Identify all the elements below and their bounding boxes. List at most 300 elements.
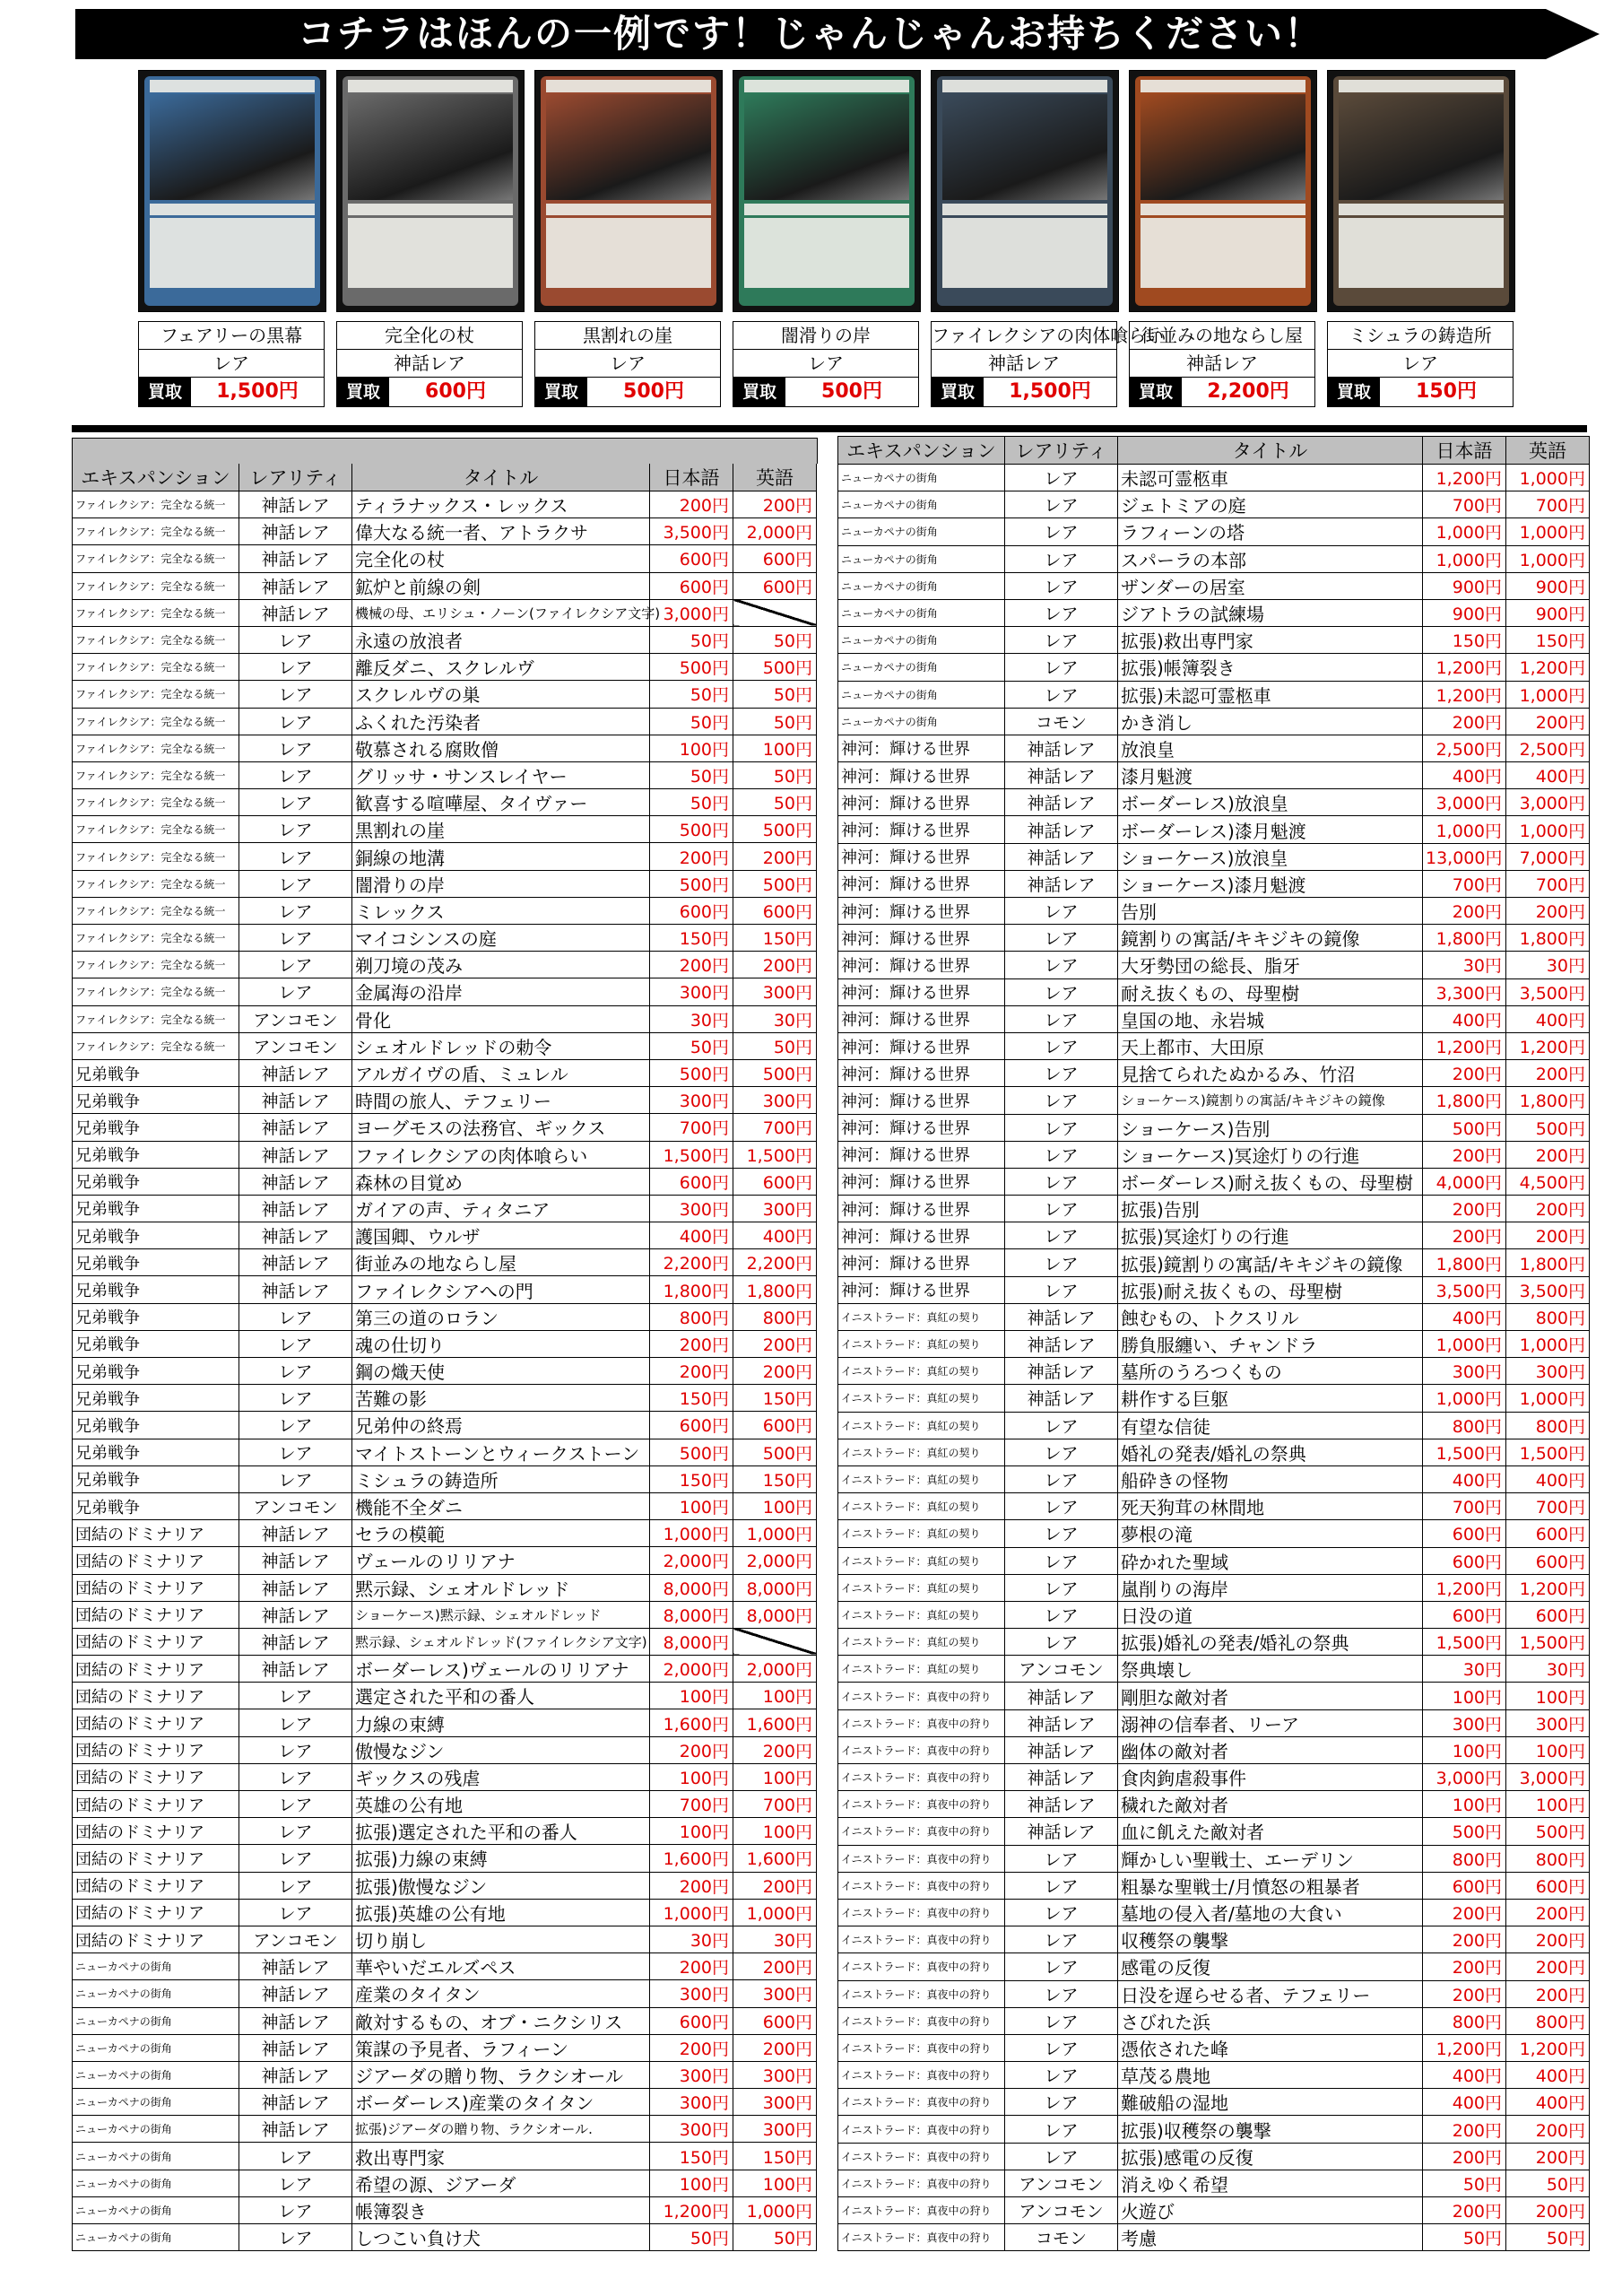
row-price-japanese: 1,600円 xyxy=(650,1709,733,1736)
row-price-japanese: 200円 xyxy=(1423,708,1506,735)
table-row xyxy=(73,952,817,978)
row-expansion: イニストラード：真夜中の狩り xyxy=(838,2170,1005,2196)
row-title: ファイレクシアへの門 xyxy=(352,1276,650,1303)
row-price-english: 200円 xyxy=(1506,898,1590,925)
card-title: 完全化の杖 xyxy=(336,321,523,350)
table-row xyxy=(838,1493,1590,1520)
row-expansion: イニストラード：真紅の契り xyxy=(838,1547,1005,1574)
table-header-row xyxy=(838,437,1590,465)
row-expansion: イニストラード：真紅の契り xyxy=(838,1574,1005,1601)
row-title: アルガイヴの盾、ミュレル xyxy=(352,1059,650,1086)
row-rarity: レア xyxy=(1005,1465,1118,1492)
table-row xyxy=(838,1412,1590,1439)
row-price-english: 700円 xyxy=(733,1791,817,1818)
row-expansion: 兄弟戦争 xyxy=(73,1303,239,1330)
card-price: 500円 xyxy=(821,380,882,403)
row-price-english: 3,000円 xyxy=(1506,1764,1590,1791)
row-expansion: 団結のドミナリア xyxy=(73,1574,239,1601)
row-price-japanese: 1,000円 xyxy=(1423,518,1506,545)
row-title: 輝かしい聖戦士、エーデリン xyxy=(1118,1845,1423,1872)
row-expansion: 団結のドミナリア xyxy=(73,1763,239,1790)
table-row xyxy=(838,708,1590,735)
row-expansion: 神河：輝ける世界 xyxy=(838,952,1005,978)
table-row xyxy=(73,518,817,545)
row-rarity: レア xyxy=(1005,1249,1118,1276)
row-price-english: 600円 xyxy=(1506,1520,1590,1547)
row-expansion: イニストラード：真紅の契り xyxy=(838,1385,1005,1412)
row-price-japanese: 3,000円 xyxy=(650,599,733,626)
row-price-japanese: 400円 xyxy=(1423,1465,1506,1492)
row-price-japanese: 30円 xyxy=(1423,1656,1506,1683)
row-price-english: 600円 xyxy=(733,897,817,924)
row-price-japanese: 300円 xyxy=(650,1087,733,1114)
row-title: 墓所のうろつくもの xyxy=(1118,1358,1423,1385)
row-title: 溺神の信奉者、リーア xyxy=(1118,1709,1423,1736)
row-rarity: レア xyxy=(1005,2062,1118,2089)
row-price-japanese: 100円 xyxy=(1423,1736,1506,1763)
row-title: セラの模範 xyxy=(352,1520,650,1547)
row-price-english: 2,000円 xyxy=(733,1547,817,1574)
row-expansion: イニストラード：真夜中の狩り xyxy=(838,1926,1005,1953)
row-price-english: 1,800円 xyxy=(1506,1249,1590,1276)
row-expansion: 神河：輝ける世界 xyxy=(838,925,1005,952)
row-title: 機械の母、エリシュ・ノーン(ファイレクシア文字) xyxy=(352,599,650,626)
row-expansion: 神河：輝ける世界 xyxy=(838,1276,1005,1303)
row-price-english: 200円 xyxy=(733,1736,817,1763)
row-price-english: 300円 xyxy=(733,2061,817,2088)
card-rarity: レア xyxy=(534,350,721,378)
row-expansion: 団結のドミナリア xyxy=(73,1601,239,1628)
row-title: 船砕きの怪物 xyxy=(1118,1465,1423,1492)
row-title: 救出専門家 xyxy=(352,2143,650,2170)
row-price-english: 2,500円 xyxy=(1506,735,1590,761)
row-expansion: ニューカペナの街角 xyxy=(73,2007,239,2034)
table-row xyxy=(838,1547,1590,1574)
row-expansion: イニストラード：真夜中の狩り xyxy=(838,1899,1005,1926)
row-expansion: 兄弟戦争 xyxy=(73,1168,239,1195)
table-row xyxy=(838,2062,1590,2089)
row-price-english: 500円 xyxy=(733,1059,817,1086)
row-title: ふくれた汚染者 xyxy=(352,708,650,735)
row-price-english: 2,000円 xyxy=(733,518,817,545)
row-expansion: イニストラード：真夜中の狩り xyxy=(838,2224,1005,2251)
row-title: 難破船の湿地 xyxy=(1118,2089,1423,2116)
row-price-english: 2,200円 xyxy=(733,1249,817,1276)
table-row xyxy=(73,761,817,788)
kaitori-label: 買取 xyxy=(337,378,389,406)
row-rarity: 神話レア xyxy=(1005,1358,1118,1385)
row-expansion: 神河：輝ける世界 xyxy=(838,898,1005,925)
row-title: 拡張)救出専門家 xyxy=(1118,627,1423,654)
row-expansion: イニストラード：真夜中の狩り xyxy=(838,1683,1005,1709)
header-english: 英語 xyxy=(1506,437,1590,465)
row-price-japanese: 2,200円 xyxy=(650,1249,733,1276)
row-price-english: 100円 xyxy=(733,1683,817,1709)
row-expansion: ファイレクシア：完全なる統一 xyxy=(73,1005,239,1032)
row-expansion: 神河：輝ける世界 xyxy=(838,1060,1005,1087)
row-price-english: 400円 xyxy=(1506,2089,1590,2116)
row-price-japanese: 800円 xyxy=(1423,1412,1506,1439)
row-expansion: ニューカペナの街角 xyxy=(73,2224,239,2251)
row-expansion: ニューカペナの街角 xyxy=(838,518,1005,545)
row-price-english: 300円 xyxy=(733,2116,817,2143)
row-rarity: レア xyxy=(1005,898,1118,925)
table-row xyxy=(838,1953,1590,1980)
row-title: グリッサ・サンスレイヤー xyxy=(352,761,650,788)
row-title: 放浪皇 xyxy=(1118,735,1423,761)
row-price-english: 200円 xyxy=(1506,1980,1590,2007)
row-title: かき消し xyxy=(1118,708,1423,735)
table-row xyxy=(73,1709,817,1736)
row-price-japanese: 1,500円 xyxy=(1423,1439,1506,1465)
table-row xyxy=(73,2196,817,2223)
table-row xyxy=(838,1926,1590,1953)
row-expansion: 団結のドミナリア xyxy=(73,1683,239,1709)
row-expansion: 兄弟戦争 xyxy=(73,1059,239,1086)
table-row xyxy=(73,1059,817,1086)
row-price-english: 300円 xyxy=(733,1087,817,1114)
row-price-japanese: 200円 xyxy=(650,1330,733,1357)
row-price-english: 400円 xyxy=(1506,1465,1590,1492)
row-rarity: レア xyxy=(239,1439,352,1465)
table-row xyxy=(838,572,1590,599)
row-price-japanese: 1,800円 xyxy=(1423,925,1506,952)
row-title: 収穫祭の襲撃 xyxy=(1118,1926,1423,1953)
row-price-japanese: 600円 xyxy=(1423,1547,1506,1574)
row-rarity: レア xyxy=(1005,1980,1118,2007)
row-title: 火遊び xyxy=(1118,2197,1423,2224)
row-title: 拡張)婚礼の発表/婚礼の祭典 xyxy=(1118,1629,1423,1656)
row-title: マイトストーンとウィークストーン xyxy=(352,1439,650,1465)
row-title: 婚礼の発表/婚礼の祭典 xyxy=(1118,1439,1423,1465)
table-row xyxy=(73,1032,817,1059)
card-image xyxy=(1327,70,1515,312)
table-row xyxy=(838,545,1590,572)
row-title: 祭典壊し xyxy=(1118,1656,1423,1683)
row-expansion: イニストラード：真夜中の狩り xyxy=(838,1736,1005,1763)
banner-arrow-icon xyxy=(1546,9,1600,59)
row-expansion: ファイレクシア：完全なる統一 xyxy=(73,978,239,1005)
row-title: ガイアの声、ティタニア xyxy=(352,1195,650,1222)
row-title: 血に飢えた敵対者 xyxy=(1118,1818,1423,1845)
row-rarity: レア xyxy=(239,952,352,978)
row-price-english: 300円 xyxy=(733,2089,817,2116)
row-title: 拡張)感電の反復 xyxy=(1118,2143,1423,2170)
row-rarity: アンコモン xyxy=(1005,2170,1118,2196)
row-expansion: ファイレクシア：完全なる統一 xyxy=(73,870,239,897)
row-rarity: レア xyxy=(239,654,352,681)
row-price-english: 1,200円 xyxy=(1506,654,1590,681)
row-price-english: 500円 xyxy=(733,816,817,843)
row-title: 砕かれた聖域 xyxy=(1118,1547,1423,1574)
row-price-japanese: 3,000円 xyxy=(1423,1764,1506,1791)
row-rarity: レア xyxy=(1005,1032,1118,1059)
row-price-japanese: 600円 xyxy=(1423,1601,1506,1628)
row-rarity: レア xyxy=(1005,654,1118,681)
card-rarity: 神話レア xyxy=(336,350,523,378)
row-price-japanese: 300円 xyxy=(1423,1709,1506,1736)
row-price-english: 600円 xyxy=(733,2007,817,2034)
row-title: 選定された平和の番人 xyxy=(352,1683,650,1709)
row-price-japanese: 150円 xyxy=(650,2143,733,2170)
row-title: 感電の反復 xyxy=(1118,1953,1423,1980)
row-rarity: 神話レア xyxy=(1005,1331,1118,1358)
card-image xyxy=(336,70,525,312)
row-price-english: 1,800円 xyxy=(733,1276,817,1303)
row-price-japanese: 1,000円 xyxy=(650,1899,733,1926)
row-price-japanese: 300円 xyxy=(650,2089,733,2116)
row-price-english: 300円 xyxy=(733,978,817,1005)
row-rarity: レア xyxy=(239,2224,352,2251)
row-price-japanese: 1,000円 xyxy=(650,1520,733,1547)
table-row xyxy=(73,816,817,843)
row-price-japanese: 2,000円 xyxy=(650,1656,733,1683)
row-rarity: レア xyxy=(239,1763,352,1790)
row-price-english: 200円 xyxy=(733,491,817,518)
card-price-row xyxy=(733,378,919,407)
table-row xyxy=(73,1358,817,1385)
row-title: 消えゆく希望 xyxy=(1118,2170,1423,2196)
row-title: 拡張)耐え抜くもの、母聖樹 xyxy=(1118,1276,1423,1303)
row-rarity: レア xyxy=(1005,1114,1118,1141)
card-image xyxy=(733,70,921,312)
table-row xyxy=(838,1249,1590,1276)
table-row xyxy=(838,627,1590,654)
row-rarity: レア xyxy=(1005,952,1118,978)
row-expansion: 兄弟戦争 xyxy=(73,1141,239,1168)
row-expansion: ニューカペナの街角 xyxy=(73,2089,239,2116)
row-rarity: レア xyxy=(239,1709,352,1736)
row-expansion: 兄弟戦争 xyxy=(73,1195,239,1222)
row-price-japanese: 600円 xyxy=(1423,1872,1506,1899)
row-rarity: レア xyxy=(239,1330,352,1357)
row-price-english: 1,000円 xyxy=(733,1899,817,1926)
row-price-japanese: 100円 xyxy=(650,735,733,761)
row-price-english: 30円 xyxy=(733,1005,817,1032)
row-title: ファイレクシアの肉体喰らい xyxy=(352,1141,650,1168)
row-rarity: 神話レア xyxy=(1005,1303,1118,1330)
row-title: ボーダーレス)ヴェールのリリアナ xyxy=(352,1656,650,1683)
row-price-english: 150円 xyxy=(733,1385,817,1412)
top-banner xyxy=(75,9,1600,59)
card-rarity: 神話レア xyxy=(1129,350,1315,378)
row-price-english: 600円 xyxy=(1506,1601,1590,1628)
row-expansion: 神河：輝ける世界 xyxy=(838,816,1005,843)
row-price-english: 8,000円 xyxy=(733,1601,817,1628)
row-price-japanese: 600円 xyxy=(650,2007,733,2034)
kaitori-label: 買取 xyxy=(733,378,785,406)
row-expansion: ファイレクシア：完全なる統一 xyxy=(73,599,239,626)
table-row xyxy=(838,1196,1590,1222)
row-price-english: 100円 xyxy=(733,1818,817,1845)
row-price-english: 200円 xyxy=(733,843,817,870)
row-price-english: 900円 xyxy=(1506,599,1590,626)
row-title: ショーケース)放浪皇 xyxy=(1118,843,1423,870)
row-title: 希望の源、ジアーダ xyxy=(352,2170,650,2196)
table-row xyxy=(838,1683,1590,1709)
table-row xyxy=(838,1331,1590,1358)
row-price-japanese: 600円 xyxy=(650,1168,733,1195)
row-rarity: レア xyxy=(239,1683,352,1709)
row-expansion: ファイレクシア：完全なる統一 xyxy=(73,925,239,952)
row-price-english: 600円 xyxy=(733,572,817,599)
row-price-japanese: 1,500円 xyxy=(650,1141,733,1168)
row-title: 食肉鉤虐殺事件 xyxy=(1118,1764,1423,1791)
row-price-english: 2,000円 xyxy=(733,1656,817,1683)
row-expansion: 団結のドミナリア xyxy=(73,1547,239,1574)
card-price-row xyxy=(931,378,1117,407)
row-title: ショーケース)鏡割りの寓話/キキジキの鏡像 xyxy=(1118,1087,1423,1114)
row-expansion: イニストラード：真紅の契り xyxy=(838,1439,1005,1465)
row-price-english: 200円 xyxy=(733,2034,817,2061)
row-rarity: レア xyxy=(239,789,352,816)
row-title: 天上都市、大田原 xyxy=(1118,1032,1423,1059)
row-expansion: イニストラード：真紅の契り xyxy=(838,1656,1005,1683)
row-title: 機能不全ダニ xyxy=(352,1492,650,1519)
row-price-english: 200円 xyxy=(1506,2143,1590,2170)
row-price-japanese: 700円 xyxy=(650,1791,733,1818)
row-title: 憑依された峰 xyxy=(1118,2034,1423,2061)
row-rarity: レア xyxy=(1005,2116,1118,2143)
row-price-japanese: 200円 xyxy=(1423,1222,1506,1249)
row-title: 完全化の杖 xyxy=(352,545,650,572)
table-row xyxy=(73,1980,817,2007)
row-price-japanese: 300円 xyxy=(650,978,733,1005)
row-expansion: イニストラード：真夜中の狩り xyxy=(838,1953,1005,1980)
row-title: 蝕むもの、トクスリル xyxy=(1118,1303,1423,1330)
table-row xyxy=(838,978,1590,1005)
row-expansion: 兄弟戦争 xyxy=(73,1222,239,1249)
row-expansion: 兄弟戦争 xyxy=(73,1412,239,1439)
row-expansion: 団結のドミナリア xyxy=(73,1845,239,1872)
row-rarity: 神話レア xyxy=(239,1953,352,1980)
row-price-japanese: 500円 xyxy=(1423,1818,1506,1845)
table-row xyxy=(73,1547,817,1574)
row-price-english: 1,500円 xyxy=(1506,1629,1590,1656)
table-row xyxy=(838,1872,1590,1899)
card-title: 闇滑りの岸 xyxy=(733,321,919,350)
card-price: 500円 xyxy=(623,380,684,403)
table-row xyxy=(73,2034,817,2061)
table-row xyxy=(838,1764,1590,1791)
kaitori-label: 買取 xyxy=(535,378,587,406)
row-price-english: 200円 xyxy=(1506,1953,1590,1980)
row-rarity: 神話レア xyxy=(239,491,352,518)
row-title: ヴェールのリリアナ xyxy=(352,1547,650,1574)
table-row xyxy=(73,1574,817,1601)
row-price-english: 100円 xyxy=(733,1492,817,1519)
row-expansion: ニューカペナの街角 xyxy=(73,2143,239,2170)
row-price-english: 1,000円 xyxy=(1506,545,1590,572)
row-price-japanese: 600円 xyxy=(650,572,733,599)
row-price-japanese: 600円 xyxy=(1423,1520,1506,1547)
table-row xyxy=(73,2061,817,2088)
row-rarity: レア xyxy=(1005,1141,1118,1168)
row-rarity: 神話レア xyxy=(239,1980,352,2007)
card-price: 150円 xyxy=(1416,380,1477,403)
row-price-japanese: 150円 xyxy=(650,1465,733,1492)
table-row xyxy=(838,1980,1590,2007)
row-title: 鉱炉と前線の剣 xyxy=(352,572,650,599)
row-price-english: 700円 xyxy=(733,1114,817,1141)
row-price-english: 3,500円 xyxy=(1506,1276,1590,1303)
row-price-japanese: 200円 xyxy=(1423,1060,1506,1087)
row-expansion: イニストラード：真夜中の狩り xyxy=(838,1845,1005,1872)
row-expansion: イニストラード：真夜中の狩り xyxy=(838,1872,1005,1899)
table-row xyxy=(838,1276,1590,1303)
row-title: 歓喜する喧嘩屋、タイヴァー xyxy=(352,789,650,816)
row-price-english: 1,800円 xyxy=(1506,925,1590,952)
row-rarity: レア xyxy=(239,1845,352,1872)
row-rarity: レア xyxy=(1005,1493,1118,1520)
row-expansion: 神河：輝ける世界 xyxy=(838,1222,1005,1249)
table-row xyxy=(73,1899,817,1926)
row-price-english: 1,000円 xyxy=(1506,465,1590,491)
row-title: ギックスの残虐 xyxy=(352,1763,650,1790)
row-price-english: 50円 xyxy=(1506,2224,1590,2251)
row-price-japanese: 300円 xyxy=(650,2061,733,2088)
table-row xyxy=(838,1465,1590,1492)
row-rarity: コモン xyxy=(1005,2224,1118,2251)
row-price-english: 200円 xyxy=(1506,1060,1590,1087)
row-rarity: 神話レア xyxy=(1005,789,1118,816)
row-price-english: 1,200円 xyxy=(1506,2034,1590,2061)
row-price-english: 200円 xyxy=(1506,1141,1590,1168)
card-image xyxy=(1129,70,1317,312)
row-price-english: 1,000円 xyxy=(733,1520,817,1547)
table-row xyxy=(838,1629,1590,1656)
row-title: 切り崩し xyxy=(352,1926,650,1952)
row-rarity: レア xyxy=(1005,1412,1118,1439)
row-price-japanese: 4,000円 xyxy=(1423,1168,1506,1195)
row-price-english: 7,000円 xyxy=(1506,843,1590,870)
row-expansion: ファイレクシア：完全なる統一 xyxy=(73,1032,239,1059)
row-rarity: レア xyxy=(1005,465,1118,491)
row-price-japanese: 100円 xyxy=(1423,1683,1506,1709)
row-price-english: 200円 xyxy=(1506,1899,1590,1926)
row-price-japanese: 500円 xyxy=(1423,1114,1506,1141)
row-expansion: ニューカペナの街角 xyxy=(73,1953,239,1980)
table-row xyxy=(838,1818,1590,1845)
row-price-japanese: 8,000円 xyxy=(650,1628,733,1655)
row-title: しつこい負け犬 xyxy=(352,2224,650,2251)
row-title: 穢れた敵対者 xyxy=(1118,1791,1423,1818)
row-price-english: 600円 xyxy=(733,1412,817,1439)
row-expansion: 神河：輝ける世界 xyxy=(838,843,1005,870)
row-rarity: レア xyxy=(1005,1196,1118,1222)
row-rarity: レア xyxy=(239,761,352,788)
row-expansion: 神河：輝ける世界 xyxy=(838,789,1005,816)
table-row xyxy=(838,465,1590,491)
card-rarity: 神話レア xyxy=(931,350,1117,378)
header-japanese: 日本語 xyxy=(1423,437,1506,465)
table-row xyxy=(838,2116,1590,2143)
table-row xyxy=(73,2143,817,2170)
row-title: 華やいだエルズペス xyxy=(352,1953,650,1980)
table-row xyxy=(838,2143,1590,2170)
row-rarity: レア xyxy=(1005,1087,1118,1114)
row-price-english xyxy=(733,599,817,626)
row-price-japanese: 200円 xyxy=(650,1736,733,1763)
row-rarity: 神話レア xyxy=(239,2089,352,2116)
row-title: ザンダーの居室 xyxy=(1118,572,1423,599)
row-price-english: 800円 xyxy=(1506,1303,1590,1330)
row-rarity: 神話レア xyxy=(239,1520,352,1547)
row-rarity: レア xyxy=(1005,545,1118,572)
row-price-english: 3,000円 xyxy=(1506,789,1590,816)
table-row xyxy=(838,1060,1590,1087)
row-rarity: レア xyxy=(239,1303,352,1330)
